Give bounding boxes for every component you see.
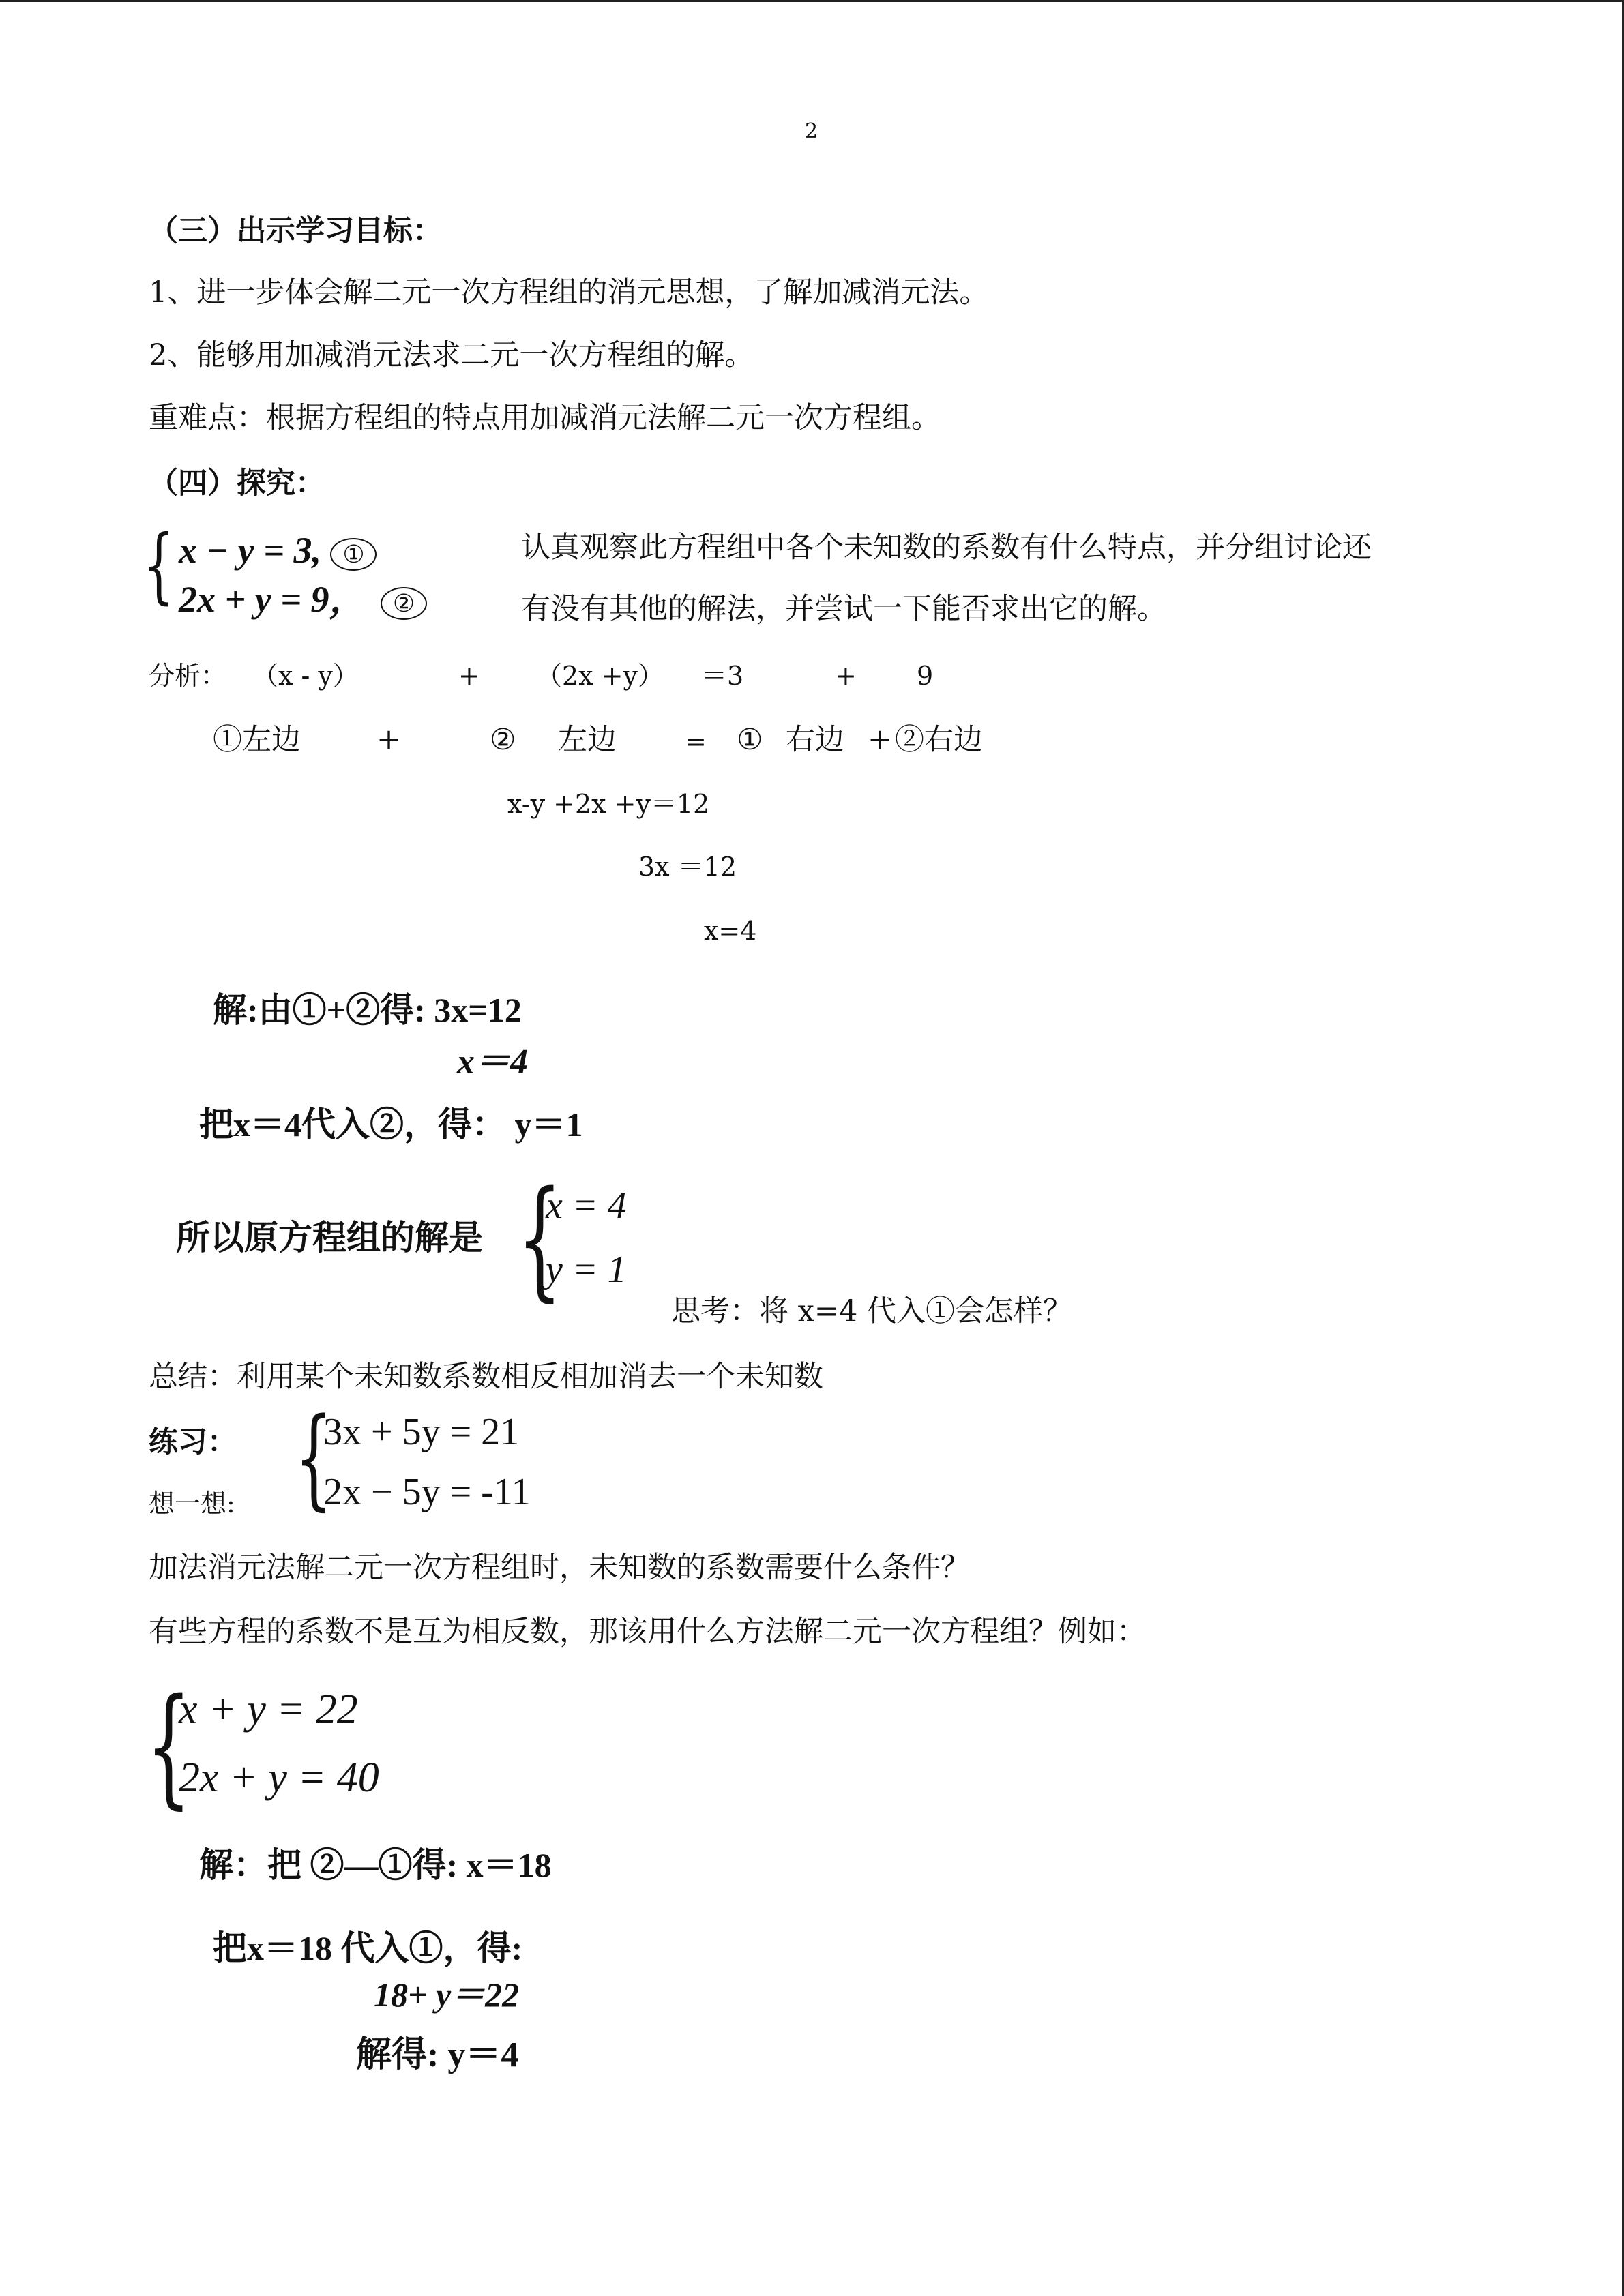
system1-eq1 [179,532,377,571]
analysis-r1-plus1: + [458,661,480,691]
page-number: 2 [805,119,818,143]
solution2-line4: 解得: y＝4 [356,2036,519,2074]
analysis-label: 分析： [149,661,227,691]
analysis-r1-a: （x - y） [252,661,359,691]
analysis-r2-plus2: + [868,723,893,757]
think-question: 思考：将 x=4 代入①会怎样？ [671,1294,1072,1328]
solution1-line2: x＝4 [457,1043,529,1082]
goal-2: 2、能够用加减消元法求二元一次方程组的解。 [149,338,754,372]
analysis-r2-c: 左边 [558,723,617,757]
system2-brace: { [146,1671,192,1821]
analysis-r2-e: 右边 [786,723,844,757]
analysis-r2-f: ②右边 [895,723,983,757]
analysis-r2-d: ① [737,723,763,757]
analysis-r1-plus2: + [835,661,857,691]
analysis-r1-c: ＝3 [701,661,744,691]
system1-eq2 [179,581,427,620]
practice-brace: { [295,1394,333,1521]
system1-eq2-mark: ② [381,587,427,620]
goal-1: 1、进一步体会解二元一次方程组的消元思想，了解加减消元法。 [149,275,989,310]
solution2-line1: 解：把 ②—①得: x＝18 [199,1846,552,1884]
think-label: 想一想: [149,1489,235,1519]
practice-eq2: 2x − 5y = -11 [323,1471,531,1513]
summary: 总结：利用某个未知数系数相反相加消去一个未知数 [149,1360,823,1394]
practice-eq1: 3x + 5y = 21 [323,1411,520,1453]
system2-eq2: 2x + y = 40 [179,1755,379,1801]
section-heading-3: （三）出示学习目标： [149,214,442,248]
solution2-line2: 把x＝18 代入①，得: [213,1929,523,1967]
solution2-line3: 18+ y＝22 [374,1976,520,2014]
system1-brace: { [143,518,175,613]
analysis-r2-eq: = [685,726,707,756]
analysis-r1-b: （2x +y） [536,661,664,691]
analysis-r1-d: 9 [917,661,934,691]
system2-eq1: x + y = 22 [179,1686,358,1733]
observe-line-2: 有没有其他的解法，并尝试一下能否求出它的解。 [521,592,1166,626]
analysis-r3: x-y +2x +y＝12 [507,789,710,819]
solution1-brace: { [517,1163,563,1314]
question-1: 加法消元法解二元一次方程组时，未知数的系数需要什么条件？ [149,1551,970,1585]
solution1-line1: 解:由①+②得: 3x=12 [213,991,522,1029]
practice-label: 练习： [149,1425,237,1459]
solution1-ans-x: x = 4 [546,1184,627,1227]
key-points: 重难点：根据方程组的特点用加减消元法解二元一次方程组。 [149,401,941,435]
solution1-conclusion: 所以原方程组的解是 [176,1217,483,1257]
system1-eq1-mark: ① [330,538,377,571]
observe-line-1: 认真观察此方程组中各个未知数的系数有什么特点，并分组讨论还 [521,531,1372,565]
system1-eq2-text: 2x + y = 9， [179,579,366,620]
question-2: 有些方程的系数不是互为相反数，那该用什么方法解二元一次方程组？例如： [149,1615,1146,1649]
analysis-r5: x=4 [704,916,757,946]
system1-eq1-text: x − y = 3, [179,530,321,571]
analysis-r2-a: ①左边 [213,723,301,757]
solution1-ans-y: y = 1 [546,1249,627,1291]
analysis-r2-b: ② [490,723,516,757]
section-heading-4: （四）探究： [149,466,325,501]
solution1-line3: 把x＝4代入②，得： y＝1 [199,1105,583,1144]
analysis-r2-plus1: + [377,723,402,757]
analysis-r4: 3x ＝12 [638,852,737,882]
